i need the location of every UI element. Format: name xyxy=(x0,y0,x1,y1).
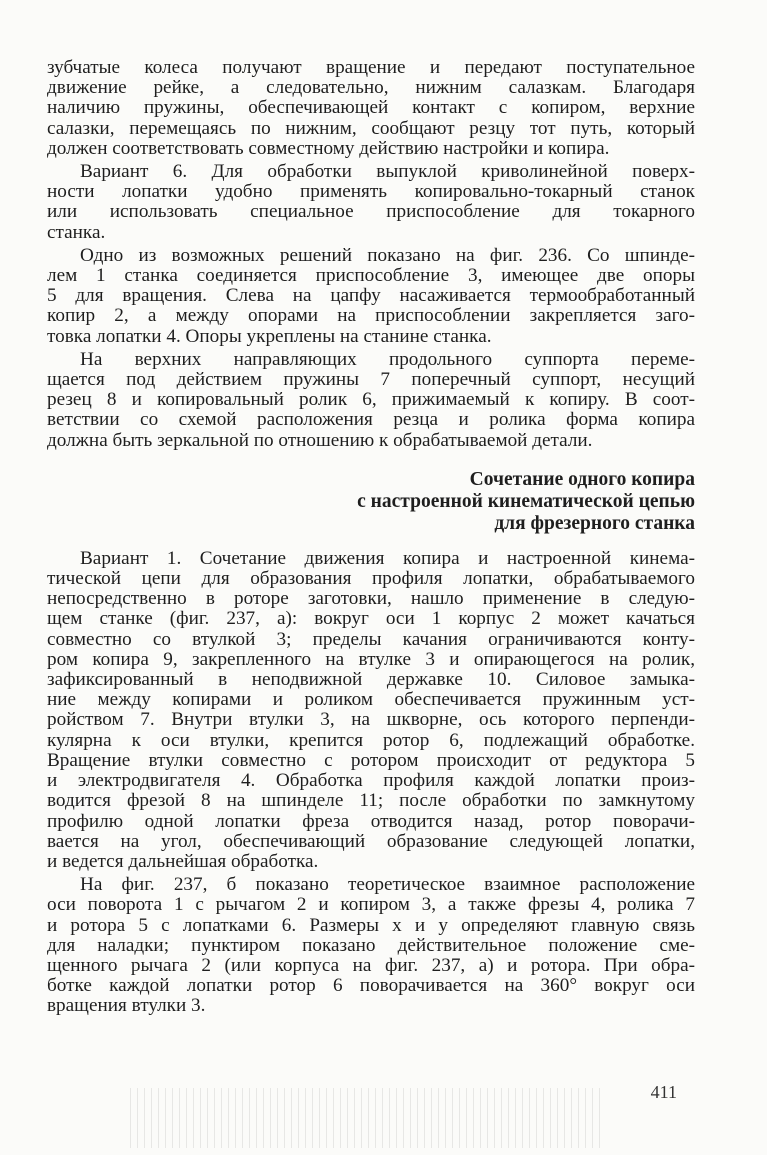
text-line: ветствии со схемой расположения резца и ролика форма копира xyxy=(47,409,695,431)
section-bottom xyxy=(47,549,695,1017)
text-line: движение рейке, а следовательно, нижним салазкам. Благодаря xyxy=(47,77,695,99)
paragraph xyxy=(47,162,695,243)
paragraph xyxy=(47,549,695,872)
text-line: зубчатые колеса получают вращение и передают поступательное xyxy=(47,57,695,78)
text-line: ности лопатки удобно применять копировально-токарный станок xyxy=(47,181,695,203)
text-line: вается на угол, обеспечивающий образование следующей лопатки, xyxy=(47,830,695,852)
text-line: Вращение втулки совместно с ротором происходит от редуктора 5 xyxy=(47,749,695,771)
text-line: щем станке (фиг. 237, а): вокруг оси 1 корпус 2 может качаться xyxy=(47,608,695,630)
paragraph xyxy=(47,58,695,159)
text-line: должен соответствовать совместному действию настройки и копира. xyxy=(47,137,610,159)
text-line: водится фрезой 8 на шпинделе 11; после обработки по замкнутому xyxy=(47,790,695,812)
text-line: На фиг. 237, б показано теоретическое взаимное расположение xyxy=(80,874,695,896)
text-line: ние между копирами и роликом обеспечивается пружинным уст- xyxy=(47,689,695,711)
text-line: вращения втулки 3. xyxy=(47,995,206,1017)
paragraph xyxy=(47,875,695,1016)
text-line: и электродвигателя 4. Обработка профиля каждой лопатки произ- xyxy=(47,770,695,792)
text-line: ром копира 9, закрепленного на втулке 3 и опирающегося на ролик, xyxy=(47,648,695,670)
text-line: должна быть зеркальной по отношению к обрабатываемой детали. xyxy=(47,429,593,451)
text-line: щенного рычага 2 (или корпуса на фиг. 237, а) и ротора. При обра- xyxy=(47,954,695,976)
text-line: ботке каждой лопатки ротор 6 поворачивается на 360° вокруг оси xyxy=(47,975,695,997)
text-line: ройством 7. Внутри втулки 3, на шкворне, ось которого перпенди- xyxy=(47,709,695,731)
text-line: 5 для вращения. Слева на цапфу насаживается термообработанный xyxy=(47,285,695,307)
text-line: Вариант 1. Сочетание движения копира и настроенной кинема- xyxy=(80,547,695,569)
text-column xyxy=(47,58,695,1017)
text-line: На верхних направляющих продольного суппорта переме- xyxy=(80,348,695,370)
paragraph xyxy=(47,350,695,451)
page-number: 411 xyxy=(650,1082,677,1102)
text-line: зафиксированный в неподвижной державке 10. Силовое замыка- xyxy=(47,669,695,691)
text-line: салазки, перемещаясь по нижним, сообщают резцу тот путь, который xyxy=(47,117,695,139)
text-line: товка лопатки 4. Опоры укреплены на станине станка. xyxy=(47,325,492,347)
heading-line: с настроенной кинематической цепью xyxy=(357,490,695,512)
text-line: станка. xyxy=(47,221,106,243)
text-line: кулярна к оси втулки, крепится ротор 6, подлежащий обработке. xyxy=(47,729,695,751)
text-line: лем 1 станка соединяется приспособление 3, имеющее две опоры xyxy=(47,265,695,287)
text-line: Одно из возможных решений показано на фиг. 236. Со шпинде- xyxy=(80,244,695,266)
section-top xyxy=(47,58,695,451)
text-line: или использовать специальное приспособление для токарного xyxy=(47,201,695,223)
text-line: для наладки; пунктиром показано действительное положение сме- xyxy=(47,934,695,956)
text-line: копир 2, а между опорами на приспособлении закрепляется заго- xyxy=(47,305,695,327)
heading-line: Сочетание одного копира xyxy=(469,468,695,490)
paragraph xyxy=(47,246,695,347)
text-line: щается под действием пружины 7 поперечный суппорт, несущий xyxy=(47,369,695,391)
text-line: наличию пружины, обеспечивающей контакт с копиром, верхние xyxy=(47,97,695,119)
text-line: и ведется дальнейшая обработка. xyxy=(47,850,319,872)
text-line: резец 8 и копировальный ролик 6, прижимаемый к копиру. В соот- xyxy=(47,389,695,411)
text-line: оси поворота 1 с рычагом 2 и копиром 3, а также фрезы 4, ролика 7 xyxy=(47,894,695,916)
section-heading xyxy=(47,469,695,535)
heading-line: для фрезерного станка xyxy=(494,512,695,534)
text-line: совместно со втулкой 3; пределы качания ограничиваются конту- xyxy=(47,628,695,650)
text-line: профилю одной лопатки фреза отводится назад, ротор поворачи- xyxy=(47,810,695,832)
text-line: Вариант 6. Для обработки выпуклой криволинейной поверх- xyxy=(80,161,695,183)
text-line: и ротора 5 с лопатками 6. Размеры x и y определяют главную связь xyxy=(47,914,695,936)
scan-noise xyxy=(130,1088,600,1148)
text-line: тической цепи для образования профиля лопатки, обрабатываемого xyxy=(47,568,695,590)
text-line: непосредственно в роторе заготовки, нашло применение в следую- xyxy=(47,588,695,610)
